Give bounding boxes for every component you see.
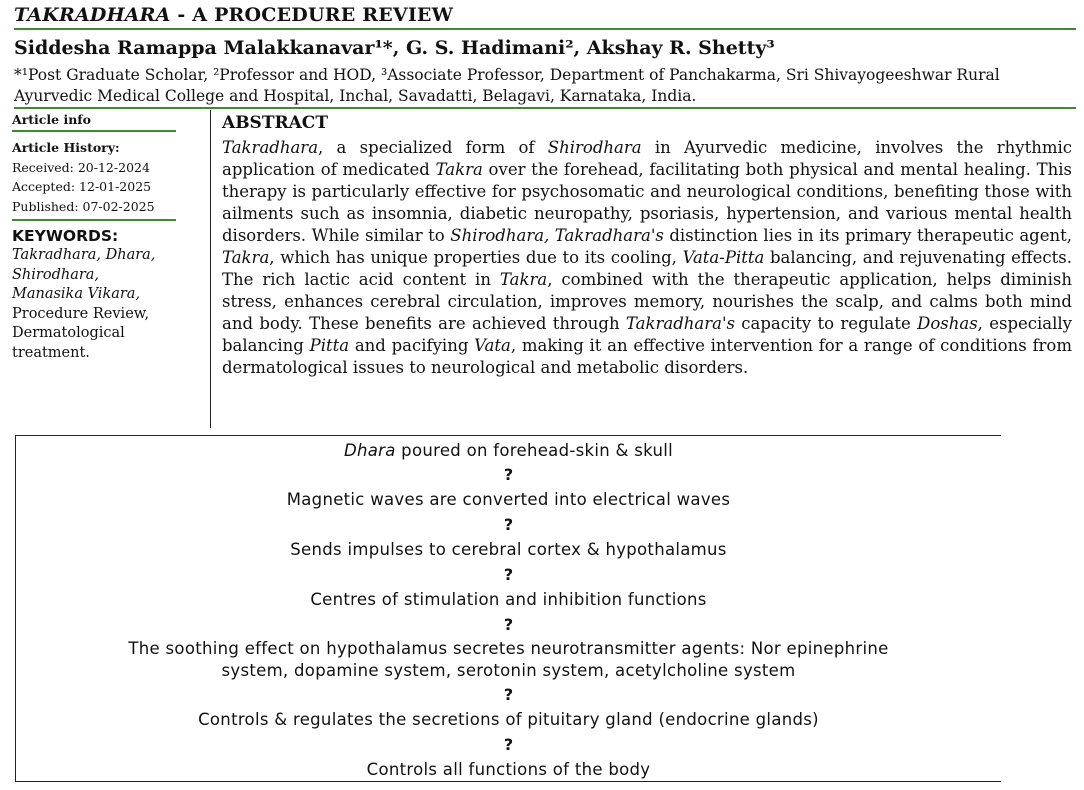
abstract-italic-term: Pitta	[309, 336, 350, 355]
published-date: Published: 07-02-2025	[12, 198, 155, 214]
article-info-divider	[12, 130, 176, 132]
accepted-date: Accepted: 12-01-2025	[12, 179, 152, 194]
flow-step-2: Magnetic waves are converted into electrical waves	[286, 490, 731, 509]
abstract-italic-term: Vata	[474, 336, 511, 355]
abstract-heading: ABSTRACT	[222, 113, 328, 133]
keywords-list	[12, 246, 180, 363]
abstract-italic-term: Vata-Pitta	[682, 248, 765, 267]
abstract-text: , combined with the therapeutic application, helps diminish stress, enhances cerebral circulation, improves memory, nourishes the scalp, and calms both mind and body. These benefits are achieved through	[222, 270, 1072, 333]
keyword: Manasika Vikara,	[12, 286, 141, 302]
title-rest: - A PROCEDURE REVIEW	[170, 4, 454, 26]
flow-arrow: ?	[503, 565, 514, 584]
abstract-italic-term: Takra	[435, 160, 483, 179]
article-history	[12, 138, 180, 216]
keywords-divider	[12, 219, 176, 221]
abstract-text: , especially balancing	[222, 314, 1073, 355]
abstract-text: , which has unique properties due to its cooling,	[269, 248, 683, 267]
keywords-heading: KEYWORDS:	[12, 227, 119, 245]
header-divider	[14, 107, 1076, 109]
flow-arrow: ?	[503, 465, 514, 484]
abstract-text: capacity to regulate	[734, 314, 918, 333]
article-info-label: Article info	[12, 112, 92, 127]
title-italic: TAKRADHARA	[14, 4, 171, 26]
keyword: Takradhara,	[12, 247, 102, 263]
flow-arrow: ?	[503, 735, 514, 754]
flow-step-4: Centres of stimulation and inhibition functions	[310, 590, 707, 609]
title-divider	[14, 28, 1076, 30]
keyword: Procedure Review,	[12, 305, 150, 322]
abstract-text: balancing, and rejuvenating effects. The rich lactic acid content in	[222, 248, 1072, 289]
mechanism-flowchart	[15, 435, 1001, 782]
paper-title	[14, 4, 453, 26]
flow-step-5a: The soothing effect on hypothalamus secretes neurotransmitter agents: Nor epinephrine	[128, 639, 889, 658]
flow-step-1	[16, 441, 1001, 460]
abstract-italic-term: Doshas	[917, 314, 978, 333]
abstract-body	[222, 137, 1072, 379]
flow-step-5b: system, dopamine system, serotonin system, acetylcholine system	[221, 661, 796, 680]
flow-step-7: Controls all functions of the body	[366, 760, 651, 779]
flow-step-1-text: poured on forehead-skin & skull	[395, 441, 674, 460]
column-divider	[210, 110, 211, 428]
abstract-text: , making it an effective intervention for a range of conditions from dermatological issues to neurological and metabolic disorders.	[222, 336, 1073, 377]
flow-step-6: Controls & regulates the secretions of pituitary gland (endocrine glands)	[198, 710, 819, 729]
abstract-italic-term: Takra	[499, 270, 548, 289]
received-date: Received: 20-12-2024	[12, 159, 150, 175]
abstract-text: distinction lies in its primary therapeutic agent,	[663, 226, 1072, 245]
abstract-italic-term: Shirodhara, Takradhara's	[450, 226, 664, 245]
flow-step-3: Sends impulses to cerebral cortex & hypothalamus	[290, 540, 727, 559]
abstract-text: in Ayurvedic medicine, involves the rhythmic application of medicated	[222, 138, 1072, 179]
abstract-italic-term: Takradhara's	[625, 314, 735, 333]
authors: Siddesha Ramappa Malakkanavar¹*, G. S. Hadimani², Akshay R. Shetty³	[14, 37, 775, 59]
abstract-italic-term: Takra	[222, 248, 270, 267]
article-info-panel	[12, 112, 180, 363]
flow-step-1-italic: Dhara	[343, 441, 396, 460]
abstract-section	[222, 113, 1072, 379]
keyword: Dermatological	[12, 325, 125, 341]
flow-arrow: ?	[503, 515, 514, 534]
abstract-text: over the forehead, facilitating both physical and mental healing. This therapy is particularly effective for psychosomatic and neurological conditions, benefiting those with ailments such as insomnia, diabetic neuropathy, psoriasis, hypertension, and various mental health disorders. While similar to	[222, 160, 1073, 245]
keyword: Dhara,	[105, 247, 156, 263]
abstract-text: and pacifying	[349, 336, 475, 355]
keyword: Shirodhara,	[12, 266, 100, 283]
abstract-text: , a specialized form of	[318, 138, 548, 157]
affiliation: *¹Post Graduate Scholar, ²Professor and HOD, ³Associate Professor, Department of Panchakarma, Sri Shivayogeeshwar Rural Ayurvedic Medical College and Hospital, Inchal, Savadatti, Belagavi, Karnataka, India.	[14, 66, 1000, 105]
abstract-italic-term: Takradhara	[222, 138, 319, 157]
keyword: treatment.	[12, 344, 90, 361]
flow-arrow: ?	[503, 615, 514, 634]
history-label: Article History:	[12, 140, 120, 155]
abstract-italic-term: Shirodhara	[547, 138, 642, 157]
flow-arrow: ?	[503, 685, 514, 704]
